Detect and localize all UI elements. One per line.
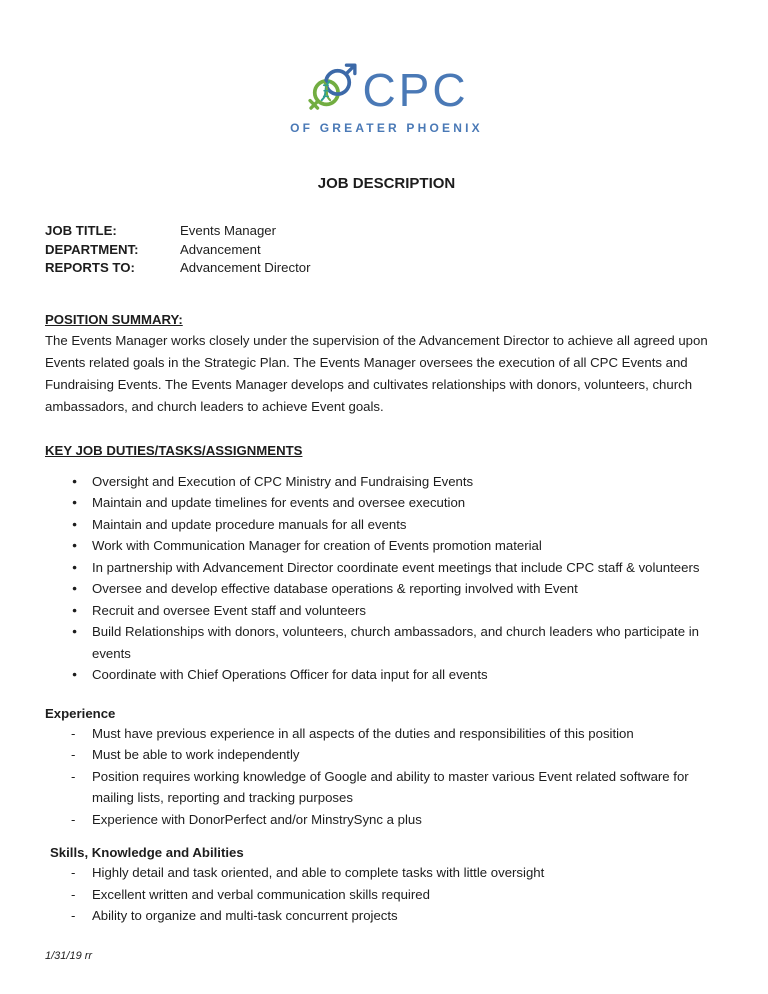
duty-item: ● Coordinate with Chief Operations Officer for data input for all events <box>45 664 728 686</box>
experience-item: - Experience with DonorPerfect and/or MinstrySync a plus <box>45 809 728 831</box>
job-info-table <box>45 222 728 278</box>
duty-item: ● Recruit and oversee Event staff and volunteers <box>45 600 728 622</box>
key-duties-list <box>45 471 728 686</box>
skill-item: - Highly detail and task oriented, and able to complete tasks with little oversight <box>45 862 728 884</box>
experience-item: - Must have previous experience in all aspects of the duties and responsibilities of this position <box>45 723 728 745</box>
experience-section <box>45 706 728 831</box>
job-title-value: Events Manager <box>180 223 277 238</box>
skills-list <box>45 862 728 927</box>
key-duties-heading: KEY JOB DUTIES/TASKS/ASSIGNMENTS <box>45 442 303 458</box>
duty-item: ● Maintain and update procedure manuals for all events <box>45 514 728 536</box>
department-value: Advancement <box>180 241 261 257</box>
skill-item: - Ability to organize and multi-task concurrent projects <box>45 905 728 927</box>
duty-item: ● Maintain and update timelines for events and oversee execution <box>45 492 728 514</box>
duty-item: ● Oversee and develop effective database operations & reporting involved with Event <box>45 578 728 600</box>
skills-section <box>45 845 728 927</box>
position-summary-heading: POSITION SUMMARY: <box>45 311 183 327</box>
reports-to-value: Advancement Director <box>180 260 311 275</box>
duty-item: ● Build Relationships with donors, volunteers, church ambassadors, and church leaders who participate in events <box>45 621 728 664</box>
experience-list <box>45 723 728 831</box>
job-title-label: JOB TITLE: <box>45 223 117 238</box>
duty-item: ● In partnership with Advancement Director coordinate event meetings that include CPC staff & volunteers <box>45 557 728 579</box>
logo-tagline: OF GREATER PHOENIX <box>290 121 483 135</box>
revision-note: 1/31/19 rr <box>45 950 93 962</box>
key-duties-section <box>45 443 728 686</box>
department-label: DEPARTMENT: <box>45 241 139 257</box>
job-info-row <box>45 222 728 241</box>
reports-to-label: REPORTS TO: <box>45 260 135 275</box>
position-summary-section <box>45 312 728 418</box>
experience-heading: Experience <box>45 705 116 721</box>
duty-item: ● Oversight and Execution of CPC Ministry and Fundraising Events <box>45 471 728 493</box>
logo-brand-text: CPC <box>362 64 469 116</box>
logo-row <box>304 62 468 118</box>
logo <box>45 0 728 135</box>
job-info-row <box>45 259 728 278</box>
duty-item: ● Work with Communication Manager for creation of Events promotion material <box>45 535 728 557</box>
position-summary-text: The Events Manager works closely under the supervision of the Advancement Director to achieve all agreed upon Events related goals in the Strategic Plan. The Events Manager oversees the execution of all CPC Events and Fundraising Events. The Events Manager develops and cultivates relationships with donors, volunteers, church ambassadors, and church leaders to achieve Event goals. <box>45 332 708 414</box>
male-female-dna-icon <box>304 58 360 118</box>
experience-item: - Must be able to work independently <box>45 744 728 766</box>
job-info-row <box>45 241 728 260</box>
experience-item: - Position requires working knowledge of Google and ability to master various Event related software for mailing lists, reporting and tracking purposes <box>45 766 728 809</box>
skill-item: - Excellent written and verbal communication skills required <box>45 884 728 906</box>
skills-heading: Skills, Knowledge and Abilities <box>50 845 244 860</box>
document-title: JOB DESCRIPTION <box>317 175 456 192</box>
